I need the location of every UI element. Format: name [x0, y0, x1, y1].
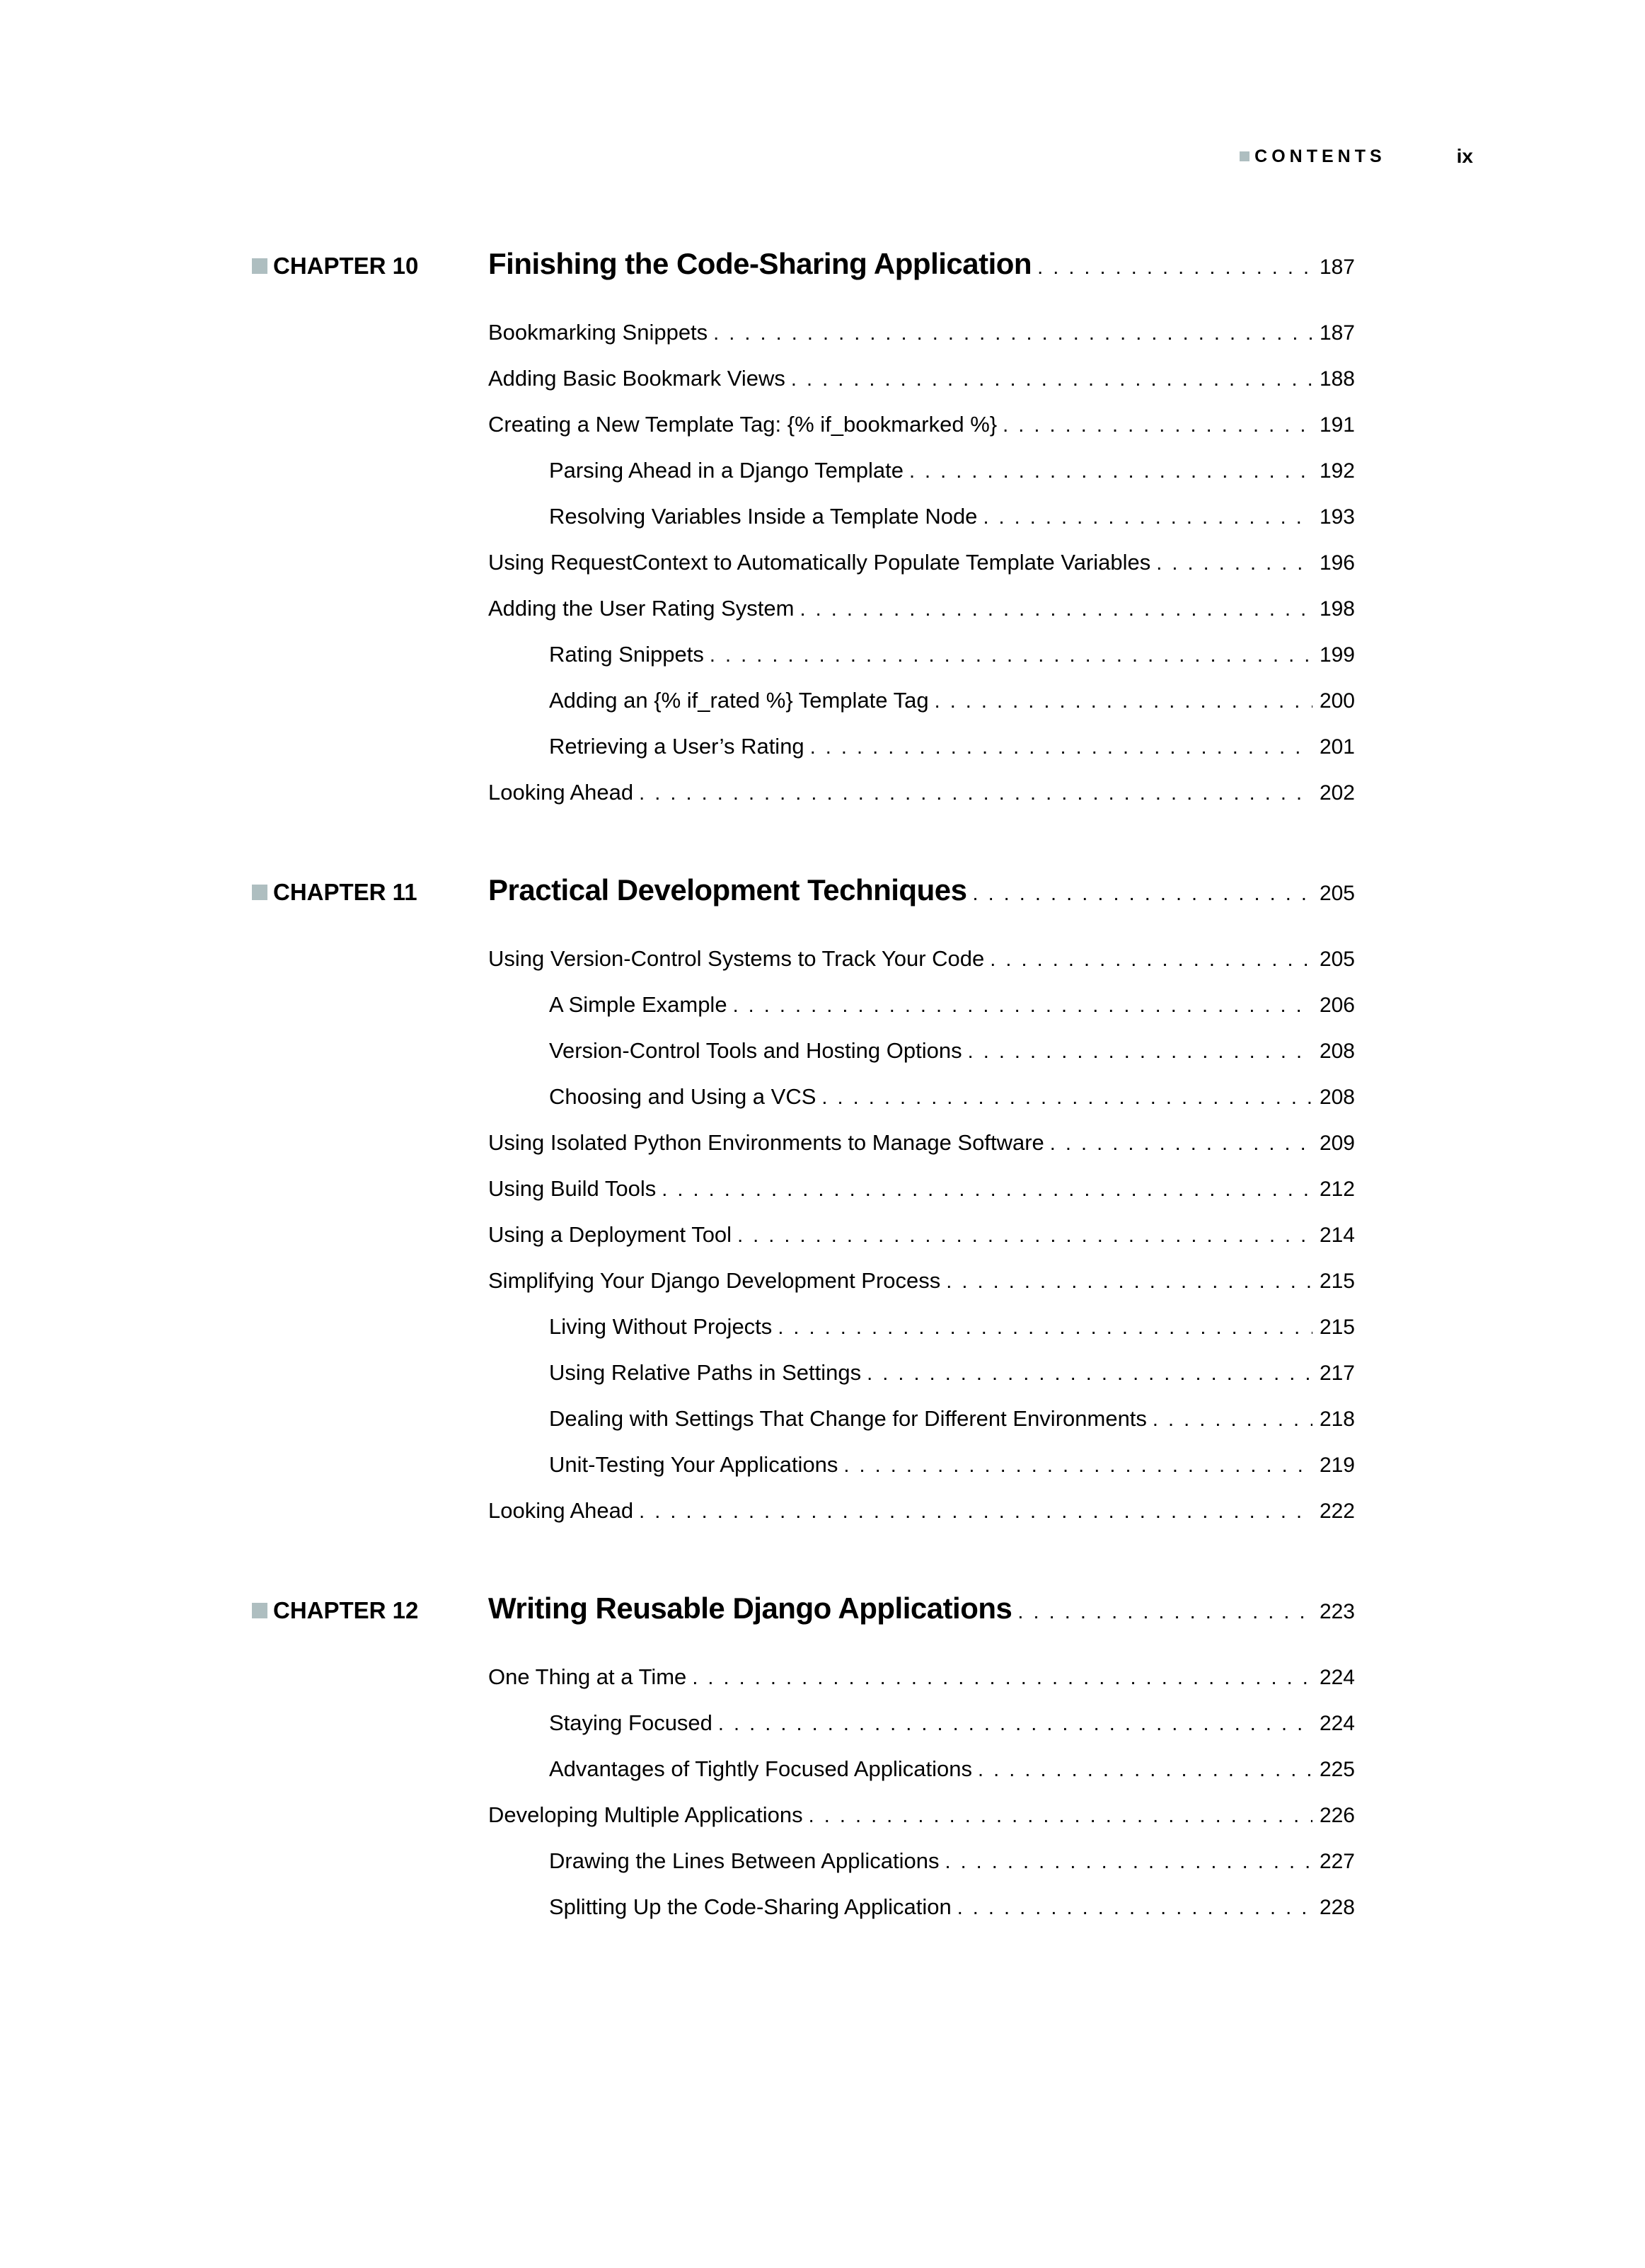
- entry-title: Parsing Ahead in a Django Template: [549, 458, 904, 483]
- entry-title: A Simple Example: [549, 992, 727, 1017]
- entry-title: Advantages of Tightly Focused Applications: [549, 1756, 972, 1781]
- entry-page-number: 187: [1319, 321, 1355, 345]
- chapter-heading-row: [252, 873, 1355, 907]
- entry-page-number: 217: [1319, 1362, 1355, 1385]
- toc-entry: [488, 1487, 1355, 1533]
- entry-page-number: 219: [1319, 1454, 1355, 1477]
- toc-entry: [488, 1654, 1355, 1700]
- dot-leader: [867, 1351, 1312, 1397]
- toc-entry: [488, 1838, 1355, 1884]
- toc-entry: [488, 723, 1355, 769]
- dot-leader: [990, 937, 1312, 983]
- toc-entry: [488, 631, 1355, 677]
- running-head-page-number: ix: [1456, 145, 1473, 167]
- chapter-marker-square-icon: [252, 1603, 267, 1618]
- dot-leader: [718, 1701, 1312, 1747]
- dot-leader: [778, 1305, 1312, 1351]
- entry-page-number: 193: [1319, 505, 1355, 529]
- toc-entry: [488, 1441, 1355, 1487]
- entry-page-number: 202: [1319, 781, 1355, 805]
- dot-leader: [909, 449, 1312, 495]
- entry-page-number: 222: [1319, 1499, 1355, 1523]
- running-head: [0, 145, 1645, 168]
- chapter-heading-row: [252, 1591, 1355, 1625]
- chapter-label: [252, 879, 488, 906]
- dot-leader: [1003, 403, 1312, 449]
- entry-title: Simplifying Your Django Development Process: [488, 1268, 941, 1293]
- toc-entry: [488, 1884, 1355, 1930]
- dot-leader: [737, 1213, 1312, 1259]
- dot-leader: [1037, 256, 1312, 280]
- dot-leader: [713, 311, 1312, 357]
- dot-leader: [945, 1839, 1312, 1885]
- entry-page-number: 218: [1319, 1408, 1355, 1431]
- entry-title: Adding an {% if_rated %} Template Tag: [549, 688, 929, 713]
- toc-entry: [488, 493, 1355, 539]
- entry-page-number: 224: [1319, 1712, 1355, 1735]
- entry-title: Using RequestContext to Automatically Populate Template Variables: [488, 550, 1151, 575]
- dot-leader: [1156, 541, 1312, 587]
- running-head-title: CONTENTS: [1254, 146, 1386, 166]
- chapter-label-text: CHAPTER 11: [273, 879, 417, 905]
- dot-leader: [791, 357, 1312, 403]
- toc-entry: [488, 1349, 1355, 1395]
- entry-title: One Thing at a Time: [488, 1664, 687, 1689]
- toc: [0, 247, 1645, 1930]
- toc-chapter: [252, 1591, 1355, 1930]
- dot-leader: [957, 1885, 1312, 1931]
- toc-entry: [488, 447, 1355, 493]
- chapter-marker-square-icon: [252, 885, 267, 900]
- dot-leader: [1017, 1601, 1312, 1624]
- toc-entry: [488, 936, 1355, 982]
- entry-title: Using Relative Paths in Settings: [549, 1360, 862, 1385]
- toc-entry: [488, 1119, 1355, 1165]
- entry-page-number: 200: [1319, 689, 1355, 713]
- toc-entry: [488, 1027, 1355, 1073]
- dot-leader: [972, 882, 1312, 906]
- entry-page-number: 224: [1319, 1666, 1355, 1689]
- dot-leader: [935, 679, 1312, 725]
- entry-title: Using Isolated Python Environments to Manage Software: [488, 1130, 1044, 1155]
- dot-leader: [639, 1489, 1312, 1535]
- toc-entry: [488, 1303, 1355, 1349]
- entry-page-number: 196: [1319, 551, 1355, 575]
- entry-title: Version-Control Tools and Hosting Options: [549, 1038, 962, 1063]
- entry-title: Looking Ahead: [488, 780, 634, 805]
- entry-page-number: 188: [1319, 367, 1355, 391]
- dot-leader: [1153, 1397, 1312, 1443]
- dot-leader: [733, 983, 1312, 1029]
- entry-page-number: 206: [1319, 994, 1355, 1017]
- entry-title: Retrieving a User’s Rating: [549, 734, 804, 759]
- entry-title: Bookmarking Snippets: [488, 320, 708, 345]
- entry-page-number: 228: [1319, 1896, 1355, 1919]
- dot-leader: [710, 633, 1312, 679]
- entry-title: Using a Deployment Tool: [488, 1222, 732, 1247]
- chapter-entry-list: [252, 1654, 1355, 1930]
- entry-title: Adding the User Rating System: [488, 596, 795, 621]
- chapter-title: Finishing the Code-Sharing Application: [488, 247, 1032, 280]
- toc-entry: [488, 1792, 1355, 1838]
- toc-chapter: [252, 873, 1355, 1533]
- chapter-page-number: 223: [1319, 1600, 1355, 1623]
- entry-title: Splitting Up the Code-Sharing Application: [549, 1894, 952, 1919]
- toc-entry: [488, 1073, 1355, 1119]
- entry-title: Dealing with Settings That Change for Different Environments: [549, 1406, 1147, 1431]
- entry-title: Creating a New Template Tag: {% if_bookmarked %}: [488, 412, 998, 437]
- chapter-title: Writing Reusable Django Applications: [488, 1591, 1012, 1625]
- toc-entry: [488, 769, 1355, 815]
- dot-leader: [843, 1443, 1312, 1489]
- dot-leader: [692, 1655, 1312, 1701]
- chapter-title: Practical Development Techniques: [488, 873, 967, 906]
- entry-page-number: 212: [1319, 1178, 1355, 1201]
- entry-page-number: 192: [1319, 459, 1355, 483]
- entry-page-number: 227: [1319, 1850, 1355, 1873]
- entry-page-number: 208: [1319, 1040, 1355, 1063]
- entry-title: Resolving Variables Inside a Template Node: [549, 504, 978, 529]
- entry-page-number: 215: [1319, 1270, 1355, 1293]
- entry-title: Developing Multiple Applications: [488, 1802, 803, 1827]
- section-marker-square-icon: [1240, 151, 1249, 161]
- book-contents-page: [0, 145, 1645, 1930]
- dot-leader: [978, 1747, 1312, 1793]
- toc-entry: [488, 1211, 1355, 1257]
- entry-page-number: 201: [1319, 735, 1355, 759]
- entry-title: Drawing the Lines Between Applications: [549, 1848, 940, 1873]
- dot-leader: [810, 725, 1312, 771]
- entry-title: Rating Snippets: [549, 642, 704, 667]
- toc-entry: [488, 1257, 1355, 1303]
- entry-title: Unit-Testing Your Applications: [549, 1452, 838, 1477]
- chapter-page-number: 205: [1319, 882, 1355, 905]
- toc-entry: [488, 982, 1355, 1027]
- chapter-entry-list: [252, 309, 1355, 815]
- dot-leader: [821, 1075, 1312, 1121]
- dot-leader: [1050, 1121, 1312, 1167]
- toc-entry: [488, 1746, 1355, 1792]
- toc-entry: [488, 1700, 1355, 1746]
- entry-page-number: 209: [1319, 1132, 1355, 1155]
- entry-page-number: 198: [1319, 597, 1355, 621]
- dot-leader: [800, 587, 1312, 633]
- toc-entry: [488, 309, 1355, 355]
- chapter-page-number: 187: [1319, 255, 1355, 279]
- entry-page-number: 215: [1319, 1316, 1355, 1339]
- entry-title: Living Without Projects: [549, 1314, 773, 1339]
- toc-entry: [488, 677, 1355, 723]
- entry-title: Using Version-Control Systems to Track Your Code: [488, 946, 985, 971]
- dot-leader: [968, 1029, 1312, 1075]
- entry-page-number: 199: [1319, 643, 1355, 667]
- dot-leader: [809, 1793, 1312, 1839]
- chapter-entry-list: [252, 936, 1355, 1533]
- entry-title: Using Build Tools: [488, 1176, 657, 1201]
- dot-leader: [983, 495, 1312, 541]
- entry-page-number: 205: [1319, 948, 1355, 971]
- toc-entry: [488, 1395, 1355, 1441]
- toc-entry: [488, 585, 1355, 631]
- toc-entry: [488, 539, 1355, 585]
- chapter-label: [252, 1597, 488, 1624]
- entry-page-number: 226: [1319, 1804, 1355, 1827]
- entry-page-number: 191: [1319, 413, 1355, 437]
- chapter-label-text: CHAPTER 12: [273, 1597, 419, 1623]
- toc-entry: [488, 355, 1355, 401]
- chapter-marker-square-icon: [252, 258, 267, 274]
- entry-page-number: 225: [1319, 1758, 1355, 1781]
- dot-leader: [639, 771, 1312, 817]
- entry-title: Adding Basic Bookmark Views: [488, 366, 785, 391]
- entry-title: Looking Ahead: [488, 1498, 634, 1523]
- toc-entry: [488, 1165, 1355, 1211]
- entry-page-number: 214: [1319, 1224, 1355, 1247]
- toc-entry: [488, 401, 1355, 447]
- entry-title: Staying Focused: [549, 1710, 712, 1735]
- toc-chapter: [252, 247, 1355, 815]
- dot-leader: [946, 1259, 1312, 1305]
- entry-title: Choosing and Using a VCS: [549, 1084, 816, 1109]
- entry-page-number: 208: [1319, 1086, 1355, 1109]
- chapter-label-text: CHAPTER 10: [273, 253, 419, 279]
- dot-leader: [662, 1167, 1312, 1213]
- chapter-heading-row: [252, 247, 1355, 281]
- chapter-label: [252, 253, 488, 280]
